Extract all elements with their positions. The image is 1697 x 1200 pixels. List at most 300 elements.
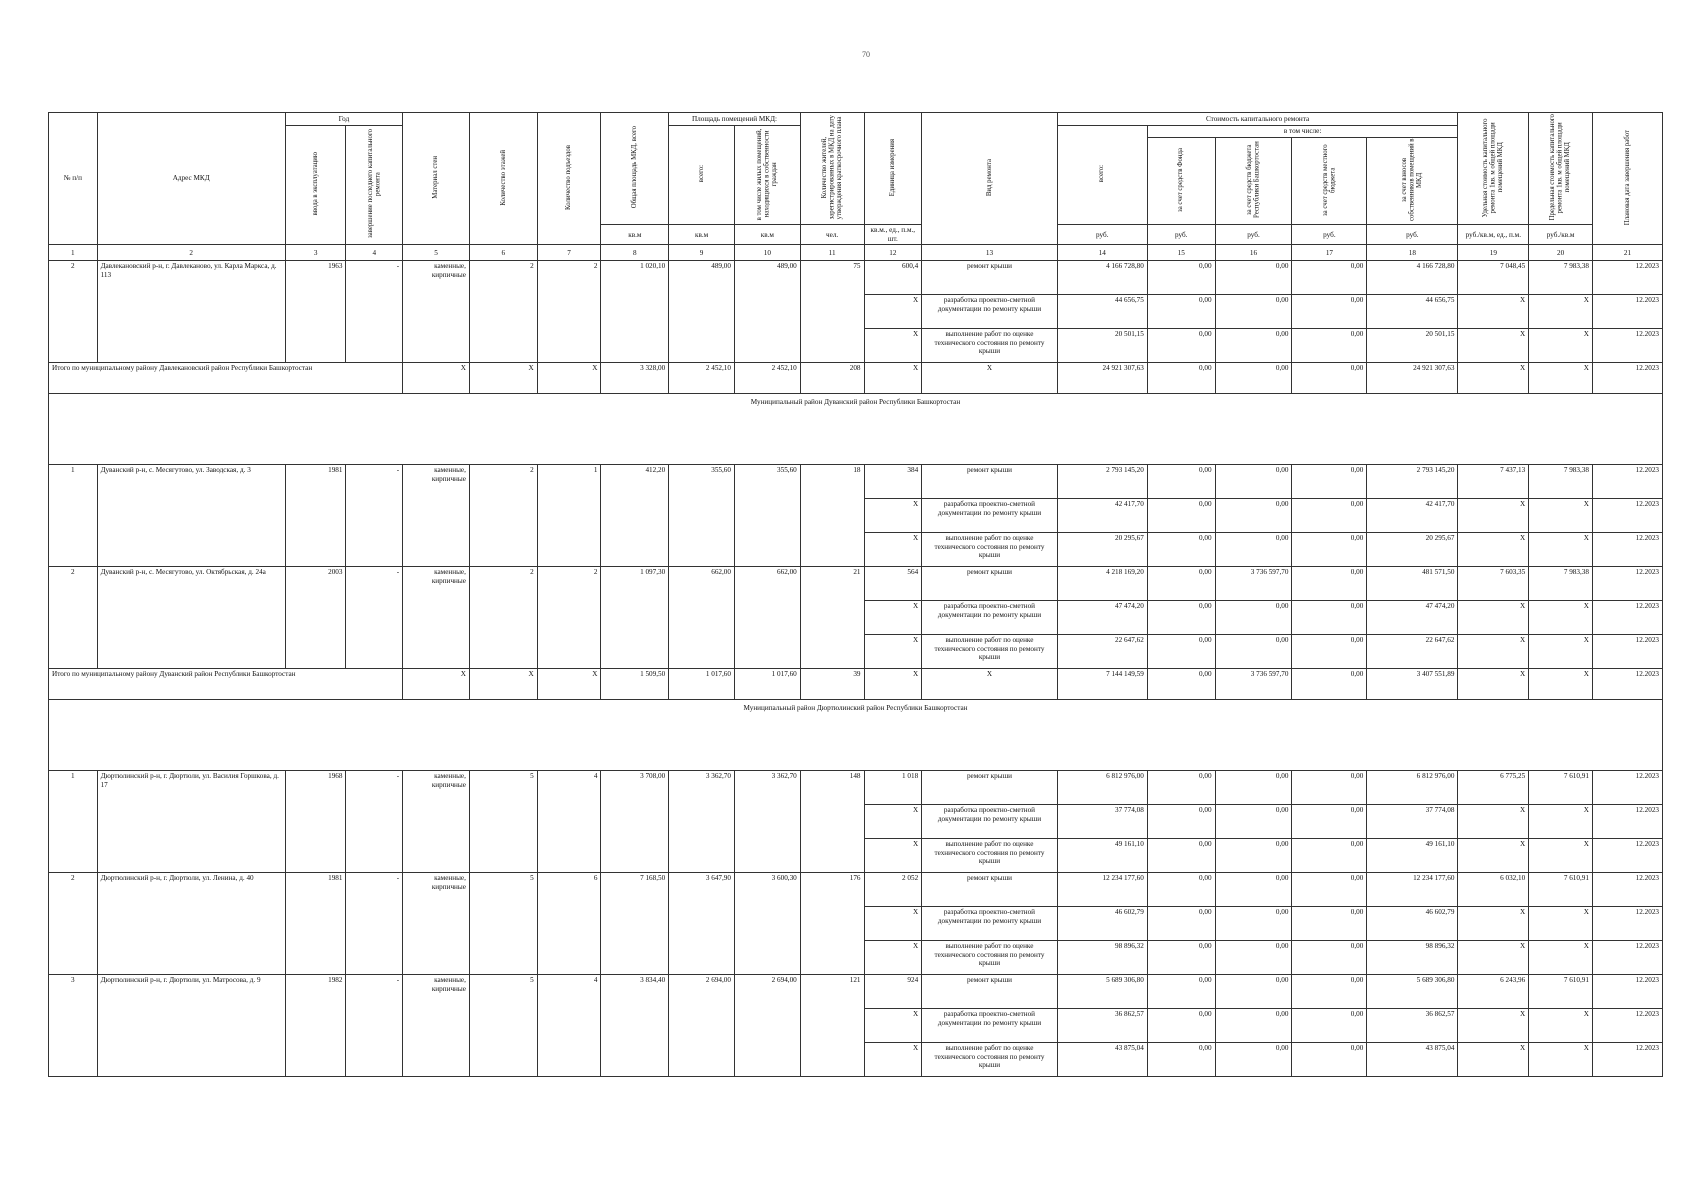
max-cost-cell: X bbox=[1529, 601, 1593, 635]
header-floors bbox=[469, 113, 537, 245]
page-number: 70 bbox=[862, 50, 870, 59]
header-area-owned-text: в том числе жилых помещений, находящихся в собственности граждан bbox=[755, 128, 779, 220]
work-type-cell: разработка проектно-сметной документации по ремонту крыши bbox=[922, 907, 1058, 941]
cost-owners-cell: 37 774,08 bbox=[1367, 805, 1458, 839]
cost-fund-cell: 0,00 bbox=[1147, 533, 1215, 567]
deadline-cell: 12.2023 bbox=[1592, 601, 1662, 635]
unit-cell: X bbox=[864, 329, 922, 363]
cost-local-cell: 0,00 bbox=[1292, 465, 1367, 499]
floors-cell: 5 bbox=[469, 873, 537, 975]
unit-cell: X bbox=[864, 533, 922, 567]
cost-rb-cell: 0,00 bbox=[1215, 635, 1292, 669]
address-cell: Дуванский р-н, с. Месягутово, ул. Октябрьская, д. 24а bbox=[97, 567, 285, 669]
cost-rb-cell: 3 736 597,70 bbox=[1215, 567, 1292, 601]
cost-fund-cell: 0,00 bbox=[1147, 941, 1215, 975]
header-area-all bbox=[669, 126, 735, 225]
unit-cost-fund: руб. bbox=[1147, 225, 1215, 245]
unit-cell: 2 052 bbox=[864, 873, 922, 907]
cost-fund-cell: 0,00 bbox=[1147, 669, 1215, 700]
entrances-cell: 1 bbox=[537, 465, 601, 567]
wall-material-cell: X bbox=[403, 669, 470, 700]
total-label-cell: Итого по муниципальному району Дуванский район Республики Башкортостан bbox=[49, 669, 403, 700]
deadline-cell: 12.2023 bbox=[1592, 295, 1662, 329]
cost-owners-cell: 44 656,75 bbox=[1367, 295, 1458, 329]
max-cost-cell: X bbox=[1529, 907, 1593, 941]
cost-fund-cell: 0,00 bbox=[1147, 1009, 1215, 1043]
cost-owners-cell: 49 161,10 bbox=[1367, 839, 1458, 873]
cost-total-cell: 4 218 169,20 bbox=[1057, 567, 1147, 601]
residents-cell: 39 bbox=[800, 669, 864, 700]
unit-cell: X bbox=[864, 295, 922, 329]
area-all-cell: 3 362,70 bbox=[669, 771, 735, 873]
cost-rb-cell: 0,00 bbox=[1215, 465, 1292, 499]
column-number: 1 bbox=[49, 245, 98, 261]
column-numbers-row bbox=[49, 245, 1663, 261]
area-all-cell: 355,60 bbox=[669, 465, 735, 567]
unit-max-cost: руб./кв.м bbox=[1529, 225, 1593, 245]
year-last-repair-cell: - bbox=[346, 975, 403, 1077]
column-number: 18 bbox=[1367, 245, 1458, 261]
cost-total-cell: 42 417,70 bbox=[1057, 499, 1147, 533]
wall-material-cell: каменные, кирпичные bbox=[403, 567, 470, 669]
column-number: 16 bbox=[1215, 245, 1292, 261]
entrances-cell: 2 bbox=[537, 567, 601, 669]
cost-fund-cell: 0,00 bbox=[1147, 805, 1215, 839]
unit-cost-cell: X bbox=[1458, 329, 1529, 363]
deadline-cell: 12.2023 bbox=[1592, 839, 1662, 873]
cost-rb-cell: 3 736 597,70 bbox=[1215, 669, 1292, 700]
cost-owners-cell: 5 689 306,80 bbox=[1367, 975, 1458, 1009]
unit-cell: 384 bbox=[864, 465, 922, 499]
column-number: 6 bbox=[469, 245, 537, 261]
cost-rb-cell: 0,00 bbox=[1215, 771, 1292, 805]
cost-total-cell: 5 689 306,80 bbox=[1057, 975, 1147, 1009]
residents-cell: 75 bbox=[800, 261, 864, 363]
header-cost-group: Стоимость капитального ремонта bbox=[1057, 113, 1458, 126]
deadline-cell: 12.2023 bbox=[1592, 533, 1662, 567]
total-area-cell: 1 097,30 bbox=[601, 567, 669, 669]
unit-area-owned: кв.м bbox=[734, 225, 800, 245]
header-residents bbox=[800, 113, 864, 225]
work-type-cell: ремонт крыши bbox=[922, 261, 1058, 295]
max-cost-cell: 7 983,38 bbox=[1529, 465, 1593, 499]
row-number-cell: 1 bbox=[49, 771, 98, 873]
column-number: 5 bbox=[403, 245, 470, 261]
wall-material-cell: каменные, кирпичные bbox=[403, 465, 470, 567]
column-number: 13 bbox=[922, 245, 1058, 261]
max-cost-cell: X bbox=[1529, 499, 1593, 533]
unit-cost-all: руб. bbox=[1057, 225, 1147, 245]
cost-local-cell: 0,00 bbox=[1292, 567, 1367, 601]
header-cost-local-text: за счет средств местного бюджета bbox=[1321, 144, 1337, 216]
unit-residents: чел. bbox=[800, 225, 864, 245]
header-work-type bbox=[922, 113, 1058, 245]
cost-rb-cell: 0,00 bbox=[1215, 839, 1292, 873]
row-number-cell: 2 bbox=[49, 567, 98, 669]
header-floors-text: Количество этажей bbox=[499, 149, 507, 206]
header-max-cost-text: Предельная стоимость капитального ремонта 1кв. м общей площади помещений МКД bbox=[1549, 114, 1572, 221]
header-entrances-text: Количество подъездов bbox=[565, 144, 573, 210]
header-unit bbox=[864, 113, 922, 225]
cost-local-cell: 0,00 bbox=[1292, 975, 1367, 1009]
cost-local-cell: 0,00 bbox=[1292, 873, 1367, 907]
cost-fund-cell: 0,00 bbox=[1147, 771, 1215, 805]
cost-rb-cell: 0,00 bbox=[1215, 601, 1292, 635]
deadline-cell: 12.2023 bbox=[1592, 873, 1662, 907]
unit-cell: X bbox=[864, 669, 922, 700]
header-cost-owners bbox=[1367, 138, 1458, 225]
year-built-cell: 1982 bbox=[285, 975, 346, 1077]
header-year-last-repair bbox=[346, 126, 403, 245]
deadline-cell: 12.2023 bbox=[1592, 771, 1662, 805]
cost-total-cell: 24 921 307,63 bbox=[1057, 363, 1147, 394]
cost-local-cell: 0,00 bbox=[1292, 635, 1367, 669]
residents-cell: 18 bbox=[800, 465, 864, 567]
header-total-area bbox=[601, 113, 669, 225]
cost-owners-cell: 43 875,04 bbox=[1367, 1043, 1458, 1077]
cost-fund-cell: 0,00 bbox=[1147, 567, 1215, 601]
work-type-cell: ремонт крыши bbox=[922, 873, 1058, 907]
unit-cost-cell: 6 775,25 bbox=[1458, 771, 1529, 805]
cost-local-cell: 0,00 bbox=[1292, 601, 1367, 635]
total-label-cell: Итого по муниципальному району Давлекановский район Республики Башкортостан bbox=[49, 363, 403, 394]
cost-fund-cell: 0,00 bbox=[1147, 907, 1215, 941]
table-row bbox=[49, 771, 1663, 805]
cost-rb-cell: 0,00 bbox=[1215, 907, 1292, 941]
cost-fund-cell: 0,00 bbox=[1147, 499, 1215, 533]
column-number: 19 bbox=[1458, 245, 1529, 261]
table-row bbox=[49, 873, 1663, 907]
max-cost-cell: 7 610,91 bbox=[1529, 771, 1593, 805]
cost-owners-cell: 98 896,32 bbox=[1367, 941, 1458, 975]
unit-cost-cell: 6 243,96 bbox=[1458, 975, 1529, 1009]
residents-cell: 176 bbox=[800, 873, 864, 975]
unit-cost-cell: 6 032,10 bbox=[1458, 873, 1529, 907]
deadline-cell: 12.2023 bbox=[1592, 635, 1662, 669]
unit-cost-cell: 7 603,35 bbox=[1458, 567, 1529, 601]
work-type-cell: выполнение работ по оценке технического состояния по ремонту крыши bbox=[922, 1043, 1058, 1077]
floors-cell: 2 bbox=[469, 261, 537, 363]
column-number: 8 bbox=[601, 245, 669, 261]
work-type-cell: выполнение работ по оценке технического состояния по ремонту крыши bbox=[922, 941, 1058, 975]
unit-cell: X bbox=[864, 601, 922, 635]
area-owned-cell: 489,00 bbox=[734, 261, 800, 363]
entrances-cell: 4 bbox=[537, 975, 601, 1077]
cost-total-cell: 43 875,04 bbox=[1057, 1043, 1147, 1077]
unit-cell: X bbox=[864, 1009, 922, 1043]
year-last-repair-cell: - bbox=[346, 873, 403, 975]
unit-cell: X bbox=[864, 839, 922, 873]
address-cell: Давлекановский р-н, г. Давлеканово, ул. Карла Маркса, д. 113 bbox=[97, 261, 285, 363]
max-cost-cell: X bbox=[1529, 941, 1593, 975]
header-year-last-repair-text: завершение последнего капитального ремонта bbox=[366, 129, 382, 239]
header-area-group: Площадь помещений МКД: bbox=[669, 113, 801, 126]
work-type-cell: X bbox=[922, 669, 1058, 700]
area-all-cell: 662,00 bbox=[669, 567, 735, 669]
cost-local-cell: 0,00 bbox=[1292, 1043, 1367, 1077]
cost-owners-cell: 2 793 145,20 bbox=[1367, 465, 1458, 499]
unit-cost-cell: X bbox=[1458, 1009, 1529, 1043]
header-deadline bbox=[1592, 113, 1662, 245]
unit-cell: X bbox=[864, 499, 922, 533]
area-owned-cell: 662,00 bbox=[734, 567, 800, 669]
deadline-cell: 12.2023 bbox=[1592, 669, 1662, 700]
column-number: 7 bbox=[537, 245, 601, 261]
cost-total-cell: 44 656,75 bbox=[1057, 295, 1147, 329]
header-wall-material-text: Материал стен bbox=[432, 156, 440, 199]
header-cost-fund-text: за счет средств Фонда bbox=[1177, 148, 1185, 212]
area-owned-cell: 1 017,60 bbox=[734, 669, 800, 700]
cost-local-cell: 0,00 bbox=[1292, 295, 1367, 329]
max-cost-cell: X bbox=[1529, 363, 1593, 394]
deadline-cell: 12.2023 bbox=[1592, 329, 1662, 363]
entrances-cell: X bbox=[537, 363, 601, 394]
cost-rb-cell: 0,00 bbox=[1215, 805, 1292, 839]
deadline-cell: 12.2023 bbox=[1592, 567, 1662, 601]
area-all-cell: 3 647,90 bbox=[669, 873, 735, 975]
unit-area-all: кв.м bbox=[669, 225, 735, 245]
cost-owners-cell: 22 647,62 bbox=[1367, 635, 1458, 669]
header-entrances bbox=[537, 113, 601, 245]
district-header-row bbox=[49, 700, 1663, 771]
unit-cell: 1 018 bbox=[864, 771, 922, 805]
header-unit-cost bbox=[1458, 113, 1529, 225]
unit-total-area: кв.м bbox=[601, 225, 669, 245]
cost-rb-cell: 0,00 bbox=[1215, 941, 1292, 975]
work-type-cell: разработка проектно-сметной документации по ремонту крыши bbox=[922, 805, 1058, 839]
entrances-cell: 2 bbox=[537, 261, 601, 363]
cost-owners-cell: 47 474,20 bbox=[1367, 601, 1458, 635]
work-type-cell: X bbox=[922, 363, 1058, 394]
work-type-cell: ремонт крыши bbox=[922, 975, 1058, 1009]
max-cost-cell: X bbox=[1529, 669, 1593, 700]
residents-cell: 21 bbox=[800, 567, 864, 669]
unit-cost-owners: руб. bbox=[1367, 225, 1458, 245]
wall-material-cell: X bbox=[403, 363, 470, 394]
cost-rb-cell: 0,00 bbox=[1215, 329, 1292, 363]
header-work-type-text: Вид ремонта bbox=[985, 158, 993, 196]
cost-fund-cell: 0,00 bbox=[1147, 873, 1215, 907]
column-number: 14 bbox=[1057, 245, 1147, 261]
header-residents-text: Количество жителей, зарегистрированных в МКД на дату утверждения краткосрочного плана bbox=[820, 115, 843, 220]
cost-total-cell: 6 812 976,00 bbox=[1057, 771, 1147, 805]
area-owned-cell: 2 452,10 bbox=[734, 363, 800, 394]
column-number: 4 bbox=[346, 245, 403, 261]
entrances-cell: 4 bbox=[537, 771, 601, 873]
unit-cost-cell: X bbox=[1458, 669, 1529, 700]
cost-rb-cell: 0,00 bbox=[1215, 975, 1292, 1009]
header-year-built-text: ввода в эксплуатацию bbox=[311, 152, 319, 216]
cost-local-cell: 0,00 bbox=[1292, 499, 1367, 533]
cost-owners-cell: 42 417,70 bbox=[1367, 499, 1458, 533]
deadline-cell: 12.2023 bbox=[1592, 1009, 1662, 1043]
unit-cell: X bbox=[864, 907, 922, 941]
cost-total-cell: 20 295,67 bbox=[1057, 533, 1147, 567]
cost-total-cell: 4 166 728,80 bbox=[1057, 261, 1147, 295]
unit-cost-cell: X bbox=[1458, 805, 1529, 839]
cost-owners-cell: 20 501,15 bbox=[1367, 329, 1458, 363]
cost-rb-cell: 0,00 bbox=[1215, 1043, 1292, 1077]
cost-owners-cell: 3 407 551,89 bbox=[1367, 669, 1458, 700]
cost-owners-cell: 481 571,50 bbox=[1367, 567, 1458, 601]
area-all-cell: 1 017,60 bbox=[669, 669, 735, 700]
deadline-cell: 12.2023 bbox=[1592, 941, 1662, 975]
district-header-row bbox=[49, 394, 1663, 465]
unit-cost-cell: 7 437,13 bbox=[1458, 465, 1529, 499]
header-area-owned bbox=[734, 126, 800, 225]
residents-cell: 121 bbox=[800, 975, 864, 1077]
residents-cell: 148 bbox=[800, 771, 864, 873]
column-number: 11 bbox=[800, 245, 864, 261]
deadline-cell: 12.2023 bbox=[1592, 907, 1662, 941]
header-cost-all-text: всего: bbox=[1098, 165, 1106, 183]
cost-local-cell: 0,00 bbox=[1292, 907, 1367, 941]
district-title-cell: Муниципальный район Дуванский район Республики Башкортостан bbox=[49, 394, 1663, 465]
total-area-cell: 412,20 bbox=[601, 465, 669, 567]
floors-cell: X bbox=[469, 363, 537, 394]
header-deadline-text: Плановая дата завершения работ bbox=[1623, 129, 1631, 225]
cost-rb-cell: 0,00 bbox=[1215, 261, 1292, 295]
unit-cost-cell: X bbox=[1458, 839, 1529, 873]
header-unit-cost-text: Удельная стоимость капитального ремонта 1кв. м общей площади помещений МКД bbox=[1481, 118, 1505, 217]
year-built-cell: 2003 bbox=[285, 567, 346, 669]
cost-local-cell: 0,00 bbox=[1292, 805, 1367, 839]
unit-cost-cell: X bbox=[1458, 295, 1529, 329]
floors-cell: 2 bbox=[469, 567, 537, 669]
cost-local-cell: 0,00 bbox=[1292, 1009, 1367, 1043]
area-all-cell: 2 694,00 bbox=[669, 975, 735, 1077]
cost-total-cell: 49 161,10 bbox=[1057, 839, 1147, 873]
wall-material-cell: каменные, кирпичные bbox=[403, 873, 470, 975]
column-number: 17 bbox=[1292, 245, 1367, 261]
cost-total-cell: 20 501,15 bbox=[1057, 329, 1147, 363]
cost-fund-cell: 0,00 bbox=[1147, 261, 1215, 295]
max-cost-cell: 7 983,38 bbox=[1529, 567, 1593, 601]
header-max-cost bbox=[1529, 113, 1593, 225]
cost-owners-cell: 46 602,79 bbox=[1367, 907, 1458, 941]
max-cost-cell: X bbox=[1529, 635, 1593, 669]
residents-cell: 208 bbox=[800, 363, 864, 394]
header-cost-owners-text: за счет взносов собственников помещений в МКД bbox=[1400, 138, 1424, 222]
area-all-cell: 2 452,10 bbox=[669, 363, 735, 394]
deadline-cell: 12.2023 bbox=[1592, 465, 1662, 499]
unit-cost-rb: руб. bbox=[1215, 225, 1292, 245]
cost-fund-cell: 0,00 bbox=[1147, 839, 1215, 873]
entrances-cell: X bbox=[537, 669, 601, 700]
column-number: 21 bbox=[1592, 245, 1662, 261]
header-cost-local bbox=[1292, 138, 1367, 225]
unit-cost-cell: 7 048,45 bbox=[1458, 261, 1529, 295]
year-last-repair-cell: - bbox=[346, 465, 403, 567]
column-number: 15 bbox=[1147, 245, 1215, 261]
header-unit-text: Единица измерения bbox=[889, 138, 897, 197]
total-area-cell: 3 834,40 bbox=[601, 975, 669, 1077]
header-cost-rb-text: за счет средств бюджета Республики Башкортостан bbox=[1245, 141, 1261, 219]
row-number-cell: 2 bbox=[49, 873, 98, 975]
cost-owners-cell: 24 921 307,63 bbox=[1367, 363, 1458, 394]
unit-unit-cost: руб./кв.м, ед., п.м. bbox=[1458, 225, 1529, 245]
cost-rb-cell: 0,00 bbox=[1215, 1009, 1292, 1043]
row-number-cell: 2 bbox=[49, 261, 98, 363]
work-type-cell: выполнение работ по оценке технического состояния по ремонту крыши bbox=[922, 533, 1058, 567]
table-row bbox=[49, 261, 1663, 295]
cost-local-cell: 0,00 bbox=[1292, 669, 1367, 700]
cost-local-cell: 0,00 bbox=[1292, 941, 1367, 975]
year-last-repair-cell: - bbox=[346, 771, 403, 873]
floors-cell: 5 bbox=[469, 975, 537, 1077]
cost-rb-cell: 0,00 bbox=[1215, 363, 1292, 394]
max-cost-cell: 7 983,38 bbox=[1529, 261, 1593, 295]
unit-cost-cell: X bbox=[1458, 499, 1529, 533]
cost-fund-cell: 0,00 bbox=[1147, 329, 1215, 363]
deadline-cell: 12.2023 bbox=[1592, 261, 1662, 295]
header-n: № п/п bbox=[49, 113, 98, 245]
cost-local-cell: 0,00 bbox=[1292, 771, 1367, 805]
address-cell: Дюртюлинский р-н, г. Дюртюли, ул. Ленина, д. 40 bbox=[97, 873, 285, 975]
work-type-cell: разработка проектно-сметной документации по ремонту крыши bbox=[922, 499, 1058, 533]
year-last-repair-cell: - bbox=[346, 567, 403, 669]
header-cost-rb bbox=[1215, 138, 1292, 225]
cost-fund-cell: 0,00 bbox=[1147, 635, 1215, 669]
header-row-top bbox=[49, 113, 1663, 126]
unit-cell: X bbox=[864, 941, 922, 975]
max-cost-cell: X bbox=[1529, 1009, 1593, 1043]
cost-total-cell: 12 234 177,60 bbox=[1057, 873, 1147, 907]
total-area-cell: 1 020,10 bbox=[601, 261, 669, 363]
max-cost-cell: X bbox=[1529, 329, 1593, 363]
cost-fund-cell: 0,00 bbox=[1147, 601, 1215, 635]
column-number: 9 bbox=[669, 245, 735, 261]
cost-total-cell: 47 474,20 bbox=[1057, 601, 1147, 635]
work-type-cell: выполнение работ по оценке технического состояния по ремонту крыши bbox=[922, 635, 1058, 669]
wall-material-cell: каменные, кирпичные bbox=[403, 771, 470, 873]
work-type-cell: ремонт крыши bbox=[922, 771, 1058, 805]
header-cost-incl: в том числе: bbox=[1147, 126, 1458, 138]
work-type-cell: разработка проектно-сметной документации по ремонту крыши bbox=[922, 601, 1058, 635]
column-number: 3 bbox=[285, 245, 346, 261]
unit-cell: 564 bbox=[864, 567, 922, 601]
address-cell: Дюртюлинский р-н, г. Дюртюли, ул. Матросова, д. 9 bbox=[97, 975, 285, 1077]
total-area-cell: 7 168,50 bbox=[601, 873, 669, 975]
cost-fund-cell: 0,00 bbox=[1147, 363, 1215, 394]
district-title-cell: Муниципальный район Дюртюлинский район Республики Башкортостан bbox=[49, 700, 1663, 771]
header-year-built bbox=[285, 126, 346, 245]
cost-fund-cell: 0,00 bbox=[1147, 295, 1215, 329]
cost-fund-cell: 0,00 bbox=[1147, 1043, 1215, 1077]
unit-cell: X bbox=[864, 635, 922, 669]
deadline-cell: 12.2023 bbox=[1592, 499, 1662, 533]
work-type-cell: разработка проектно-сметной документации по ремонту крыши bbox=[922, 1009, 1058, 1043]
year-built-cell: 1981 bbox=[285, 873, 346, 975]
unit-cell: X bbox=[864, 805, 922, 839]
cost-local-cell: 0,00 bbox=[1292, 261, 1367, 295]
unit-cost-cell: X bbox=[1458, 907, 1529, 941]
floors-cell: X bbox=[469, 669, 537, 700]
deadline-cell: 12.2023 bbox=[1592, 1043, 1662, 1077]
max-cost-cell: X bbox=[1529, 805, 1593, 839]
max-cost-cell: X bbox=[1529, 533, 1593, 567]
address-cell: Дюртюлинский р-н, г. Дюртюли, ул. Василия Горшкова, д. 17 bbox=[97, 771, 285, 873]
unit-cost-cell: X bbox=[1458, 1043, 1529, 1077]
cost-total-cell: 36 862,57 bbox=[1057, 1009, 1147, 1043]
capital-repair-plan-table bbox=[48, 112, 1663, 1077]
column-number: 10 bbox=[734, 245, 800, 261]
cost-local-cell: 0,00 bbox=[1292, 363, 1367, 394]
max-cost-cell: X bbox=[1529, 295, 1593, 329]
column-number: 12 bbox=[864, 245, 922, 261]
cost-fund-cell: 0,00 bbox=[1147, 465, 1215, 499]
cost-owners-cell: 12 234 177,60 bbox=[1367, 873, 1458, 907]
